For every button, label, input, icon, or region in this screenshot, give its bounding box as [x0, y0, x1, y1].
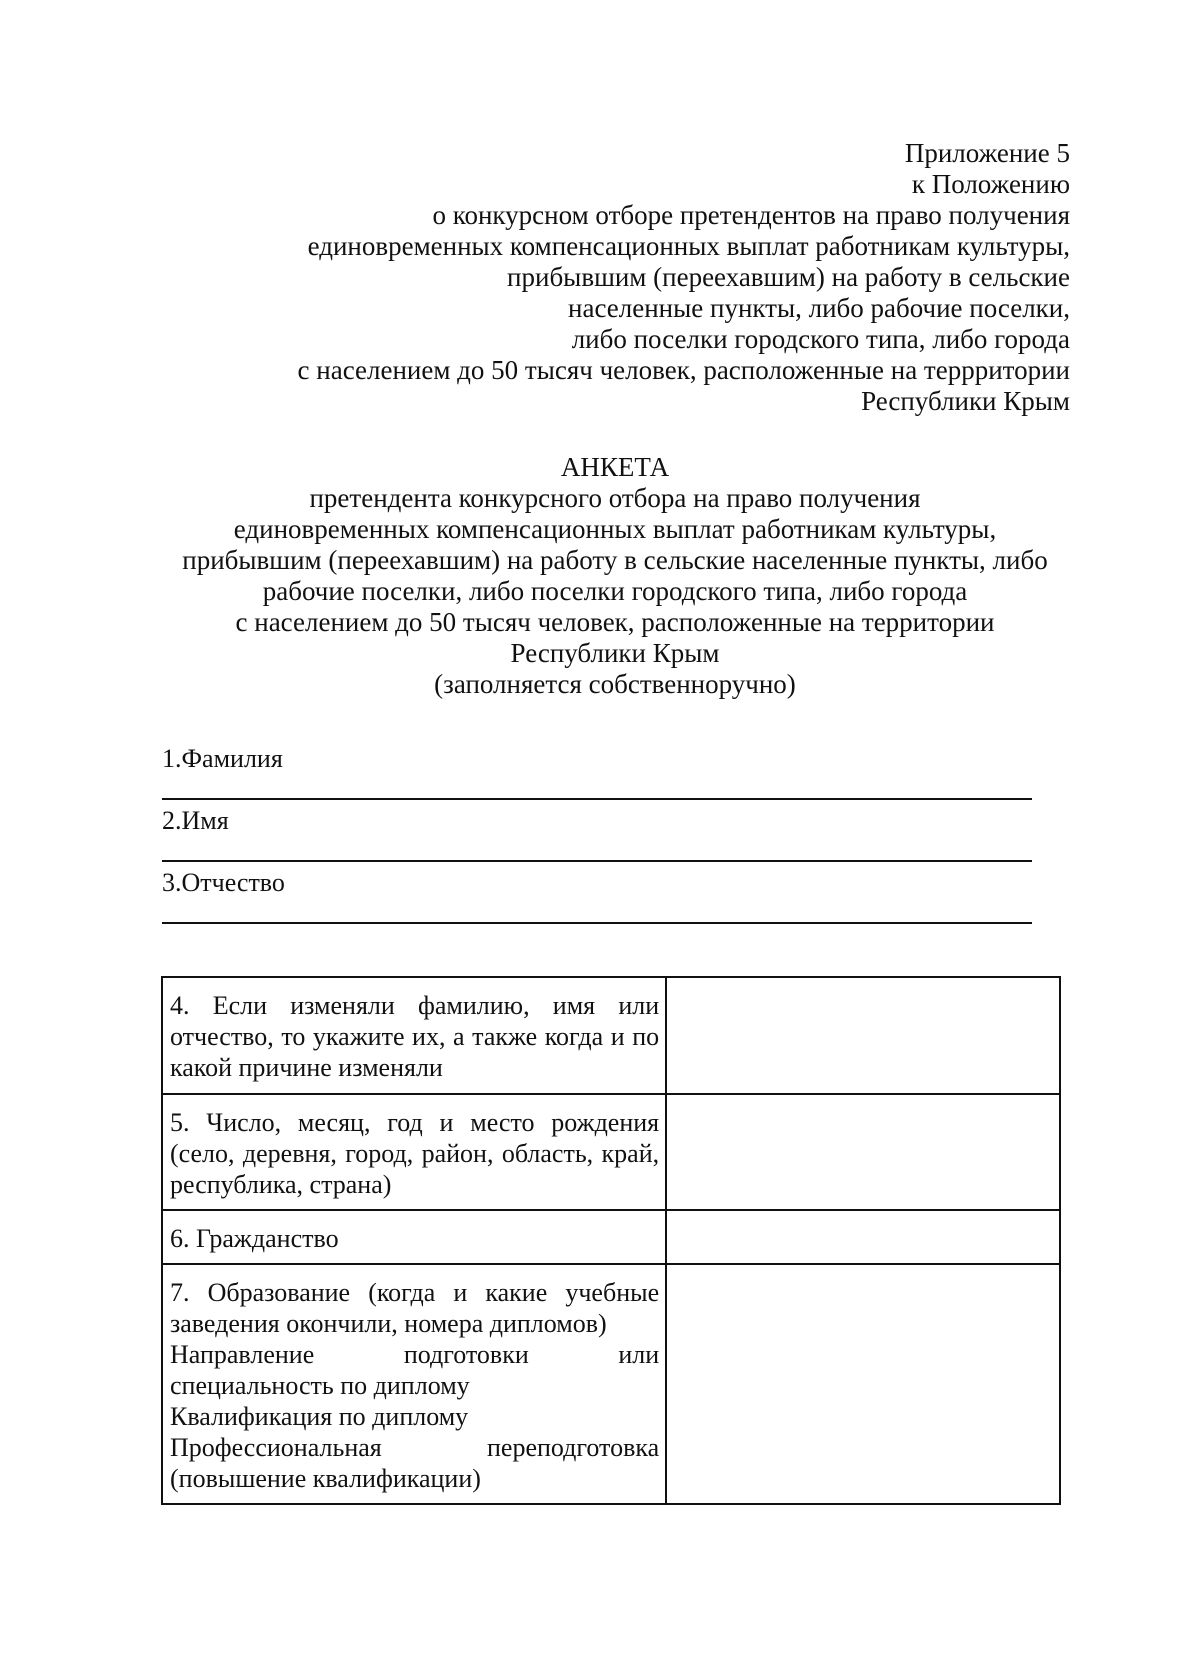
form-title-line: единовременных компенсационных выплат работникам культуры,	[233, 514, 997, 544]
annex-line: населенные пункты, либо рабочие поселки,	[568, 293, 1070, 323]
form-title-line: претендента конкурсного отбора на право получения	[309, 483, 921, 513]
education-line: Квалификация по диплому	[170, 1402, 469, 1431]
patronymic-field	[162, 862, 1032, 924]
table-row	[162, 1264, 1060, 1504]
education-line: специальность по диплому	[170, 1371, 470, 1400]
name-label: 2.Имя	[162, 806, 229, 835]
table-row	[162, 1210, 1060, 1264]
question-education	[162, 1264, 666, 1504]
education-line: 7. Образование (когда и какие учебные заведения окончили, номера дипломов)	[170, 1278, 660, 1338]
education-line: Направление подготовки или	[170, 1340, 660, 1369]
patronymic-fill-line[interactable]	[162, 922, 1032, 924]
annex-line: прибывшим (переехавшим) на работу в сельские	[507, 262, 1070, 292]
answer-cell-education[interactable]	[666, 1264, 1060, 1504]
annex-line: с населением до 50 тысяч человек, расположенные на террритории	[297, 355, 1070, 385]
question-citizenship: 6. Гражданство	[162, 1210, 666, 1264]
question-birth: 5. Число, месяц, год и место рождения (село, деревня, город, район, область, край, республика, страна)	[162, 1094, 666, 1210]
annex-line: Республики Крым	[861, 386, 1070, 416]
education-line: Профессиональная переподготовка	[170, 1433, 660, 1462]
annex-line: единовременных компенсационных выплат работникам культуры,	[307, 231, 1070, 261]
question-name-change: 4. Если изменяли фамилию, имя или отчество, то укажите их, а также когда и по какой причине изменяли	[162, 977, 666, 1094]
answer-cell-name-change[interactable]	[666, 977, 1060, 1094]
table-row	[162, 977, 1060, 1094]
name-field	[162, 800, 1032, 862]
form-title-block	[110, 452, 1120, 700]
annex-header	[250, 138, 1070, 417]
form-title-line: (заполняется собственноручно)	[434, 669, 796, 699]
patronymic-label: 3.Отчество	[162, 868, 285, 897]
form-title-line: прибывшим (переехавшим) на работу в сельские населенные пункты, либо	[182, 545, 1048, 575]
annex-line: Приложение 5	[904, 138, 1070, 168]
annex-line: к Положению	[911, 169, 1070, 199]
personal-fields	[162, 738, 1032, 924]
answer-cell-citizenship[interactable]	[666, 1210, 1060, 1264]
table-row	[162, 1094, 1060, 1210]
surname-field	[162, 738, 1032, 800]
annex-line: либо поселки городского типа, либо города	[571, 324, 1070, 354]
questionnaire-table	[161, 976, 1061, 1505]
form-title-line: с населением до 50 тысяч человек, расположенные на территории	[235, 607, 995, 637]
annex-line: о конкурсном отборе претендентов на право получения	[432, 200, 1070, 230]
answer-cell-birth[interactable]	[666, 1094, 1060, 1210]
form-title-line: рабочие поселки, либо поселки городского типа, либо города	[262, 576, 968, 606]
form-heading: АНКЕТА	[560, 452, 670, 482]
surname-label: 1.Фамилия	[162, 744, 283, 773]
form-title-line: Республики Крым	[510, 638, 720, 668]
education-line: (повышение квалификации)	[170, 1464, 481, 1493]
